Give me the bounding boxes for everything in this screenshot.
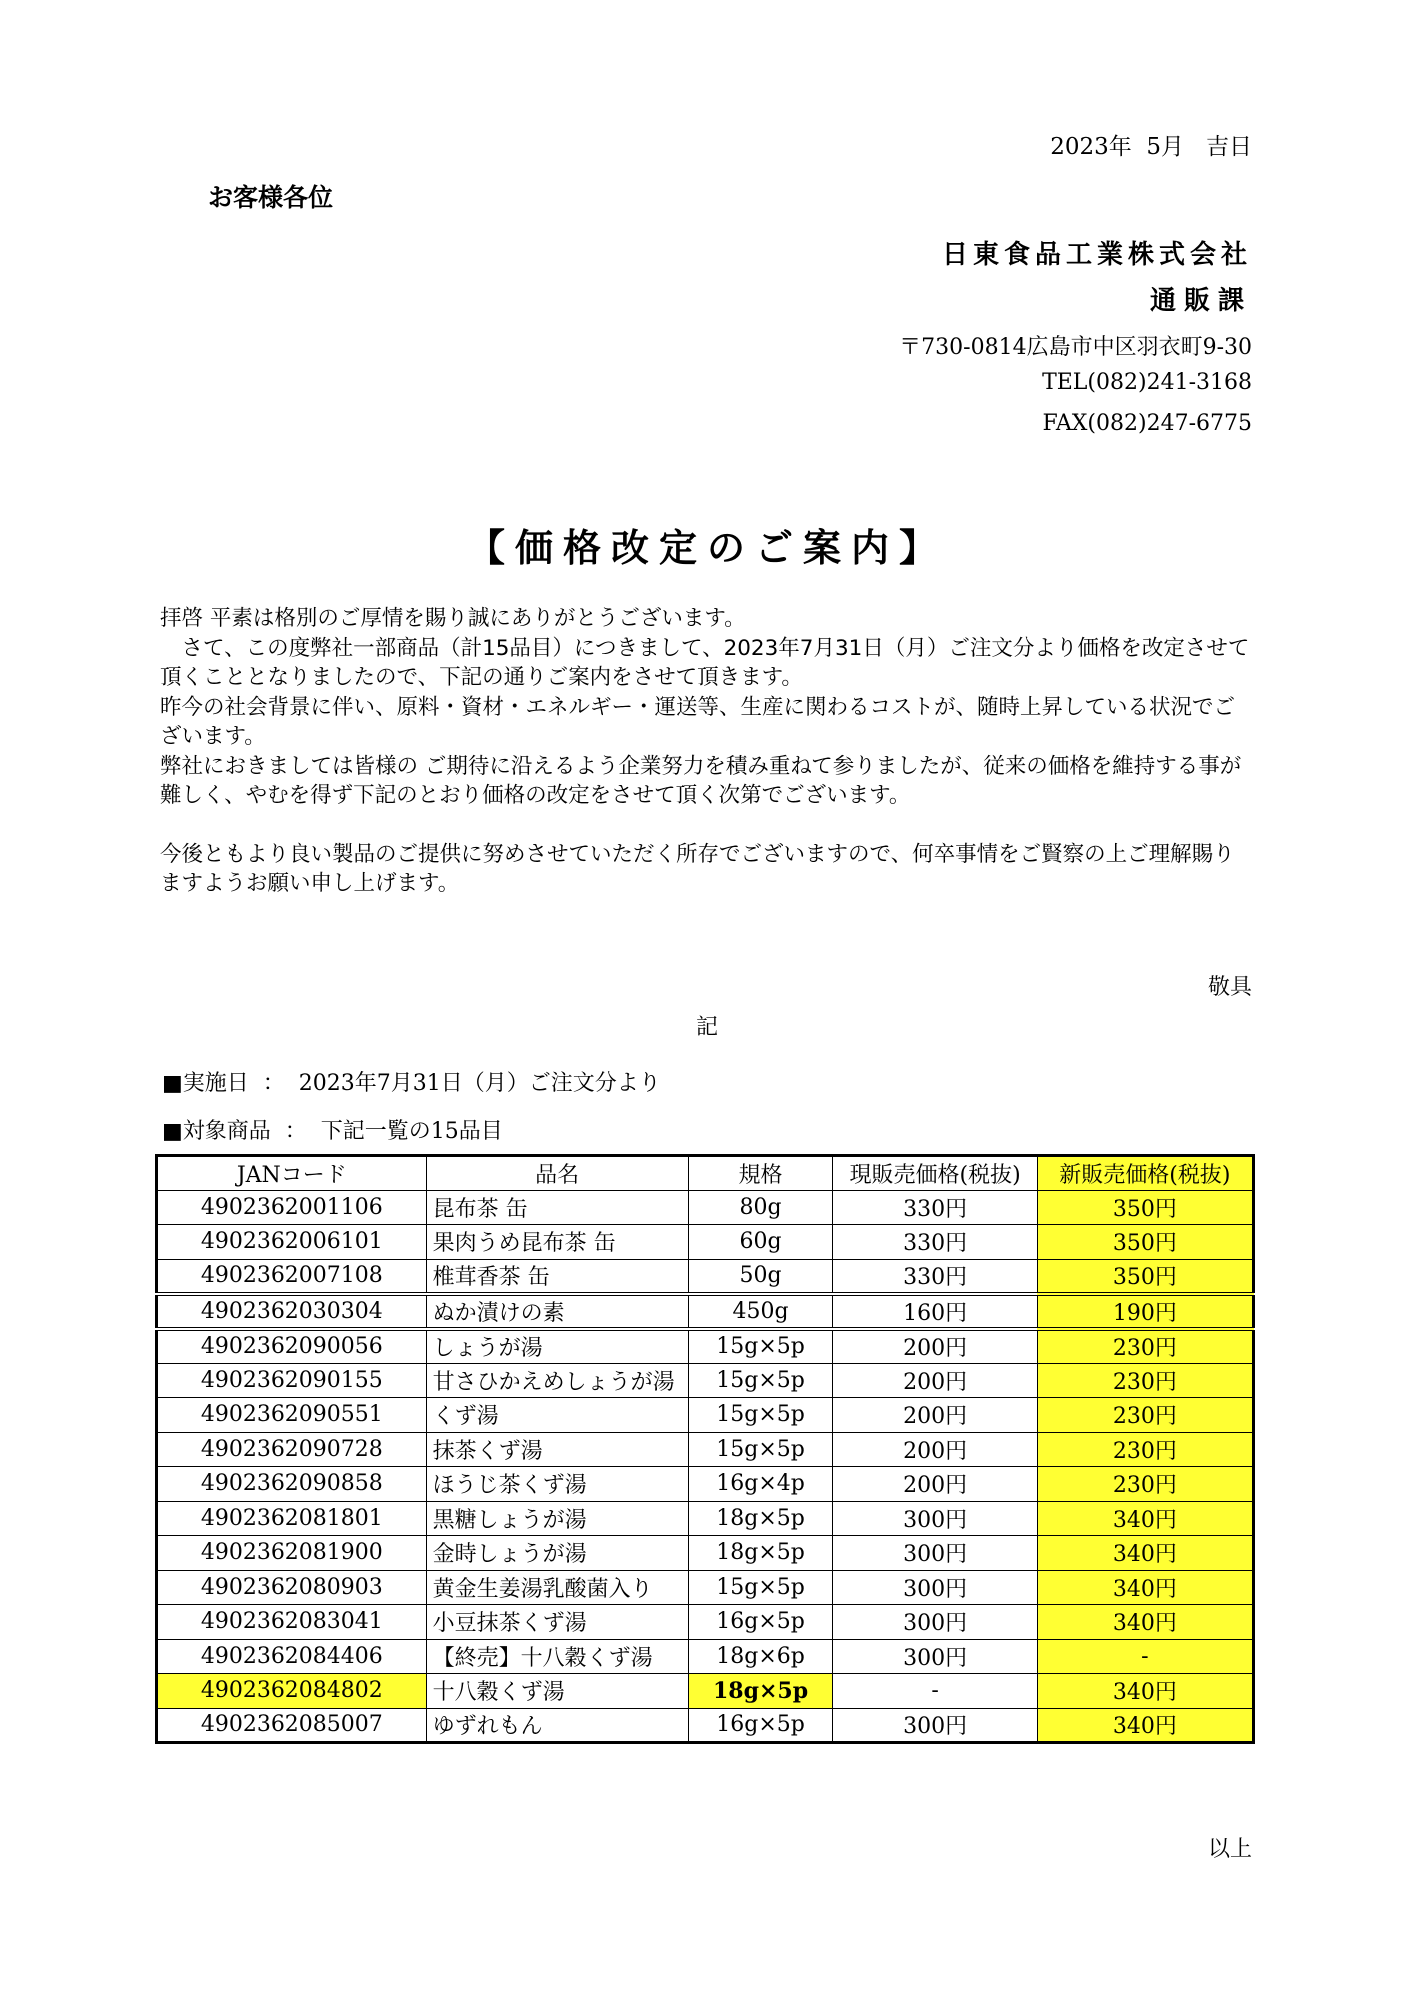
cell-spec: 16g×5p [688,1605,833,1640]
cell-name: 黄金生姜湯乳酸菌入り [426,1570,688,1605]
cell-spec: 18g×5p [688,1674,833,1709]
document-date: 2023年 5月 吉日 [1050,134,1252,160]
cell-new: - [1037,1639,1253,1674]
cell-jan: 4902362084802 [157,1674,427,1709]
cell-spec: 15g×5p [688,1363,833,1398]
cell-new: 230円 [1037,1398,1253,1433]
cell-current: 300円 [833,1605,1037,1640]
cell-name: 金時しょうが湯 [426,1536,688,1571]
cell-new: 230円 [1037,1432,1253,1467]
cell-new: 340円 [1037,1708,1253,1743]
table-row [157,1708,1254,1743]
cell-current: 330円 [833,1190,1037,1225]
cell-jan: 4902362083041 [157,1605,427,1640]
implementation-date: ■実施日 ： 2023年7月31日（月）ご注文分より [162,1071,661,1096]
cell-jan: 4902362085007 [157,1708,427,1743]
cell-current: 200円 [833,1467,1037,1502]
cell-current: 330円 [833,1225,1037,1260]
cell-spec: 18g×5p [688,1501,833,1536]
cell-spec: 18g×6p [688,1639,833,1674]
table-row [157,1570,1254,1605]
table-row [157,1190,1254,1225]
cell-current: 200円 [833,1363,1037,1398]
table-header-row [157,1156,1254,1191]
cell-jan: 4902362081801 [157,1501,427,1536]
table-row [157,1432,1254,1467]
cell-name: ぬか漬けの素 [426,1294,688,1329]
header-current-price: 現販売価格(税抜) [833,1156,1037,1191]
cell-new: 340円 [1037,1674,1253,1709]
document-title: 【価格改定のご案内】 [466,526,947,570]
cell-jan: 4902362006101 [157,1225,427,1260]
cell-current: 300円 [833,1639,1037,1674]
cell-spec: 450g [688,1294,833,1329]
header-new-price: 新販売価格(税抜) [1037,1156,1253,1191]
cell-jan: 4902362084406 [157,1639,427,1674]
cell-name: ほうじ茶くず湯 [426,1467,688,1502]
company-address: 〒730-0814広島市中区羽衣町9-30 [899,335,1252,360]
cell-new: 350円 [1037,1259,1253,1294]
body-paragraph: 昨今の社会背景に伴い、原料・資材・エネルギー・運送等、生産に関わるコストが、随時上昇している状況でございます。 [160,694,1236,749]
cell-current: 300円 [833,1536,1037,1571]
cell-new: 190円 [1037,1294,1253,1329]
cell-spec: 50g [688,1259,833,1294]
cell-name: 十八穀くず湯 [426,1674,688,1709]
cell-name: くず湯 [426,1398,688,1433]
table-row [157,1605,1254,1640]
cell-jan: 4902362081900 [157,1536,427,1571]
table-row [157,1639,1254,1674]
company-name: 日東食品工業株式会社 [941,240,1252,270]
cell-current: - [833,1674,1037,1709]
header-jan: JANコード [157,1156,427,1191]
cell-current: 160円 [833,1294,1037,1329]
header-spec: 規格 [688,1156,833,1191]
table-row [157,1294,1254,1329]
cell-current: 200円 [833,1329,1037,1364]
cell-name: 抹茶くず湯 [426,1432,688,1467]
cell-spec: 15g×5p [688,1432,833,1467]
body-paragraph: さて、この度弊社一部商品（計15品目）につきまして、2023年7月31日（月）ご注文分より価格を改定させて頂くこととなりましたので、下記の通りご案内をさせて頂きます。 [160,635,1250,690]
cell-spec: 16g×5p [688,1708,833,1743]
cell-spec: 16g×4p [688,1467,833,1502]
cell-name: 果肉うめ昆布茶 缶 [426,1225,688,1260]
body-paragraph: 今後ともより良い製品のご提供に努めさせていただく所存でございますので、何卒事情をご賢察の上ご理解賜りますようお願い申し上げます。 [160,841,1235,896]
table-row [157,1363,1254,1398]
price-table [155,1154,1255,1744]
cell-jan: 4902362090858 [157,1467,427,1502]
cell-spec: 80g [688,1190,833,1225]
table-row [157,1501,1254,1536]
cell-name: しょうが湯 [426,1329,688,1364]
body-paragraph: 弊社におきましては皆様の ご期待に沿えるよう企業努力を積み重ねて参りましたが、従来の価格を維持する事が難しく、やむを得ず下記のとおり価格の改定をさせて頂く次第でございます。 [160,753,1242,808]
cell-current: 300円 [833,1501,1037,1536]
table-row [157,1329,1254,1364]
cell-new: 340円 [1037,1501,1253,1536]
cell-jan: 4902362030304 [157,1294,427,1329]
cell-new: 340円 [1037,1605,1253,1640]
cell-name: 【終売】十八穀くず湯 [426,1639,688,1674]
cell-new: 230円 [1037,1363,1253,1398]
cell-current: 330円 [833,1259,1037,1294]
cell-name: 甘さひかえめしょうが湯 [426,1363,688,1398]
body-paragraph: 拝啓 平素は格別のご厚情を賜り誠にありがとうございます。 [160,606,746,631]
addressee: お客様各位 [208,183,334,212]
cell-jan: 4902362001106 [157,1190,427,1225]
cell-current: 300円 [833,1570,1037,1605]
closing-phrase: 敬具 [1207,975,1252,1000]
cell-spec: 15g×5p [688,1570,833,1605]
cell-jan: 4902362090155 [157,1363,427,1398]
table-row [157,1398,1254,1433]
end-mark: 以上 [1207,1837,1252,1862]
table-row [157,1536,1254,1571]
cell-new: 230円 [1037,1329,1253,1364]
cell-current: 200円 [833,1398,1037,1433]
cell-new: 340円 [1037,1570,1253,1605]
cell-new: 350円 [1037,1190,1253,1225]
table-row [157,1467,1254,1502]
cell-new: 350円 [1037,1225,1253,1260]
ki-heading: 記 [695,1015,718,1040]
cell-spec: 15g×5p [688,1329,833,1364]
company-fax: FAX(082)247-6775 [1042,411,1252,436]
header-product-name: 品名 [426,1156,688,1191]
cell-current: 300円 [833,1708,1037,1743]
company-tel: TEL(082)241-3168 [1042,370,1252,395]
cell-current: 200円 [833,1432,1037,1467]
cell-jan: 4902362090728 [157,1432,427,1467]
cell-name: ゆずれもん [426,1708,688,1743]
cell-new: 340円 [1037,1536,1253,1571]
cell-spec: 15g×5p [688,1398,833,1433]
cell-name: 椎茸香茶 缶 [426,1259,688,1294]
cell-spec: 60g [688,1225,833,1260]
cell-name: 黒糖しょうが湯 [426,1501,688,1536]
cell-new: 230円 [1037,1467,1253,1502]
cell-jan: 4902362080903 [157,1570,427,1605]
cell-name: 昆布茶 缶 [426,1190,688,1225]
table-row [157,1259,1254,1294]
department-name: 通販課 [1149,286,1252,316]
target-products: ■対象商品 ： 下記一覧の15品目 [162,1119,503,1144]
cell-jan: 4902362090551 [157,1398,427,1433]
cell-jan: 4902362090056 [157,1329,427,1364]
table-row [157,1674,1254,1709]
cell-spec: 18g×5p [688,1536,833,1571]
cell-jan: 4902362007108 [157,1259,427,1294]
cell-name: 小豆抹茶くず湯 [426,1605,688,1640]
letter-body [160,604,1250,899]
table-row [157,1225,1254,1260]
